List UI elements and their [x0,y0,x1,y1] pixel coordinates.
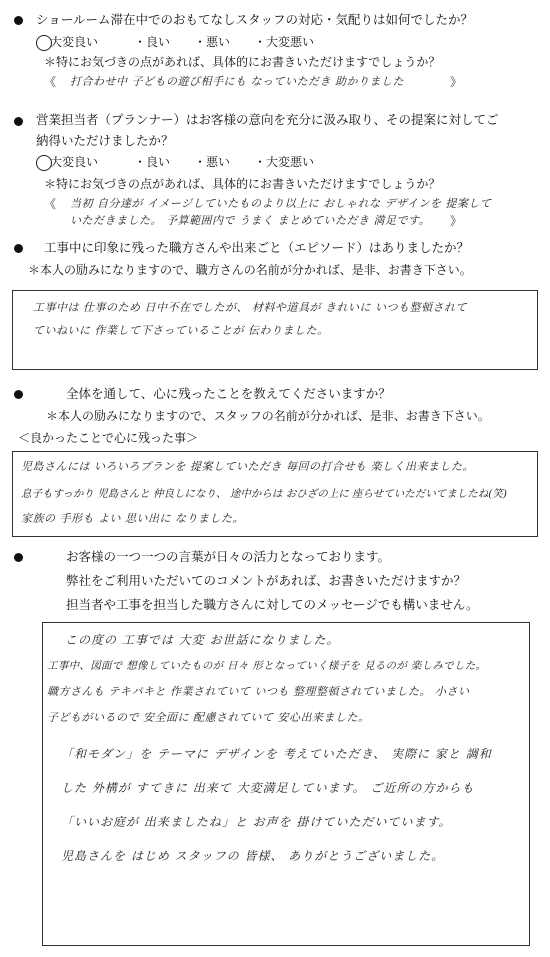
answer-3-line1: 工事中は 仕事のため 日中不在でしたが、 材料や道具が きれいに いつも整頓されて [33,301,467,314]
answer-4-line1: 児島さんには いろいろプランを 提案していただき 毎回の打合せも 楽しく出来ました。 [21,460,474,473]
answer-4-line2: 息子もすっかり 児島さんと 仲良しになり、 途中からは おひざの上に 座らせていただいてましたね(笑) [21,488,507,500]
note-1: ＊特にお気づきの点があれば、具体的にお書きいただけますでしょうか？ [44,55,441,69]
open-bracket: 《 [44,75,57,89]
subheading-4: ＜良かったことで心に残った事＞ [18,431,199,445]
open-bracket: 《 [44,197,57,211]
question-2-line1: 営業担当者（プランナー）はお客様の意向を充分に汲み取り、その提案に対してご [36,112,499,127]
note-3: ＊本人の励みになりますので、職方さんの名前が分かれば、是非、お書き下さい。 [28,263,472,277]
option-good[interactable]: ・良い [134,155,171,169]
option-very-good[interactable]: 大変良い [50,155,99,169]
option-good[interactable]: ・良い [134,35,171,49]
option-very-bad[interactable]: ・大変悪い [254,155,315,169]
question-2-line2: 納得いただけましたか？ [36,133,174,148]
answer-box-4 [12,451,538,537]
question-1: ショールーム滞在中でのおもてなしスタッフの対応・気配りは如何でしたか？ [36,12,474,27]
answer-4-line3: 家族の 手形も よい 思い出に なりました。 [21,512,244,525]
option-very-bad[interactable]: ・大変悪い [254,35,315,49]
comment-line: 「いいお庭が 出来ましたね」と お声を 掛けていただいています。 [61,815,452,829]
bullet-icon [14,553,23,562]
answer-3-line2: ていねいに 作業して下さっていることが 伝わりました。 [33,324,329,337]
message-line2: 弊社をご利用いただいてのコメントがあれば、お書きいただけますか？ [66,573,467,588]
option-bad[interactable]: ・悪い [194,155,231,169]
comment-line: 子どもがいるので 安全面に 配慮されていて 安心出来ました。 [47,711,370,724]
comment-line: した 外構が すてきに 出来て 大変満足しています。 ご近所の方からも [61,781,475,795]
answer-2-line2: いただきました。 予算範囲内で うまく まとめていただき 満足です。 [70,214,431,227]
question-4: 全体を通して、心に残ったことを教えてくださいますか？ [66,386,391,401]
bullet-icon [14,117,23,126]
message-line1: お客様の一つ一つの言葉が日々の活力となっております。 [66,549,391,564]
comment-line: この度の 工事では 大変 お世話になりました。 [65,633,340,647]
bullet-icon [14,390,23,399]
option-very-good[interactable]: 大変良い [50,35,99,49]
close-bracket: 》 [450,75,463,89]
note-4: ＊本人の励みになりますので、スタッフの名前が分かれば、是非、お書き下さい。 [46,409,490,423]
option-bad[interactable]: ・悪い [194,35,231,49]
question-3: 工事中に印象に残った職方さんや出来ごと（エピソード）はありましたか？ [44,240,470,255]
bullet-icon [14,16,23,25]
comment-line: 工事中、図面で 想像していたものが 日々 形となっていく様子を 見るのが 楽しみでした。 [47,660,487,672]
answer-box-3 [12,290,538,370]
answer-1: 打合わせ中 子どもの遊び相手にも なっていただき 助かりました [70,75,404,88]
answer-2-line1: 当初 自分達が イメージしていたものより以上に おしゃれな デザインを 提案して [70,197,492,210]
comment-line: 児島さんを はじめ スタッフの 皆様、 ありがとうございました。 [61,849,445,863]
message-line3: 担当者や工事を担当した職方さんに対してのメッセージでも構いません。 [66,597,479,612]
bullet-icon [14,244,23,253]
comment-box [42,622,530,946]
comment-line: 職方さんも テキパキと 作業されていて いつも 整理整頓されていました。 小さい [47,685,470,698]
note-2: ＊特にお気づきの点があれば、具体的にお書きいただけますでしょうか？ [44,177,441,191]
comment-line: 「和モダン」を テーマに デザインを 考えていただき、 実際に 家と 調和 [61,747,492,761]
close-bracket: 》 [450,214,463,228]
